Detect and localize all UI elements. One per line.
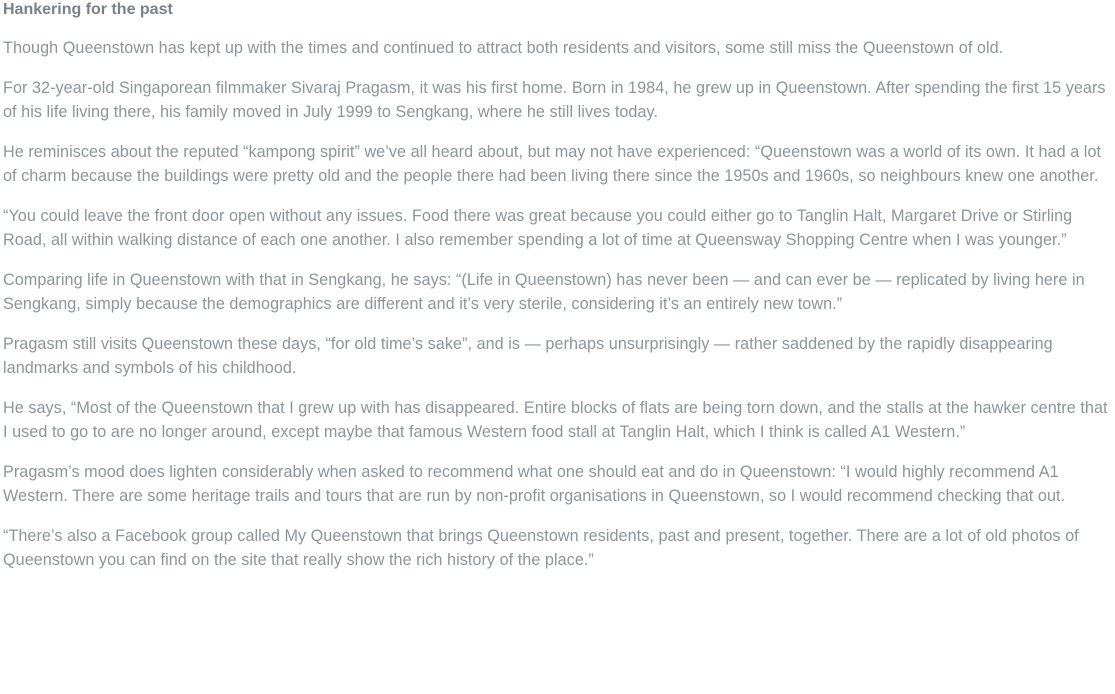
paragraph-6: Pragasm still visits Queenstown these days, “for old time’s sake”, and is — perhaps unsurprisingly — rather saddened by the rapidly disappearing landmarks and symbols of his childhood.: [3, 335, 1053, 377]
paragraph-9: “There’s also a Facebook group called My Queenstown that brings Queenstown residents, past and present, together. There are a lot of old photos of Queenstown you can find on the site that really show the rich history of the place.”: [3, 527, 1079, 569]
paragraph-7: He says, “Most of the Queenstown that I grew up with has disappeared. Entire blocks of flats are being torn down, and the stalls at the hawker centre that I used to go to are no longer around, except maybe that famous Western food stall at Tanglin Halt, which I think is called A1 Western.”: [3, 399, 1108, 441]
paragraph-1: Though Queenstown has kept up with the times and continued to attract both residents and visitors, some still miss the Queenstown of old.: [3, 39, 1004, 57]
paragraph-2: For 32-year-old Singaporean filmmaker Sivaraj Pragasm, it was his first home. Born in 1984, he grew up in Queenstown. After spending the first 15 years of his life living there, his family moved in July 1999 to Sengkang, where he still lives today.: [3, 79, 1106, 121]
paragraph-4: “You could leave the front door open without any issues. Food there was great because you could either go to Tanglin Halt, Margaret Drive or Stirling Road, all within walking distance of each one another. I also remember spending a lot of time at Queensway Shopping Centre when I was younger.”: [3, 207, 1073, 249]
section-heading: Hankering for the past: [3, 1, 173, 18]
paragraph-8: Pragasm’s mood does lighten considerably when asked to recommend what one should eat and do in Queenstown: “I would highly recommend A1 Western. There are some heritage trails and tours that are run by non-profit organisations in Queenstown, so I would recommend checking that out.: [3, 463, 1066, 505]
paragraph-5: Comparing life in Queenstown with that in Sengkang, he says: “(Life in Queenstown) has never been — and can ever be — replicated by living here in Sengkang, simply because the demographics are different and it’s very sterile, considering it’s an entirely new town.”: [3, 271, 1085, 313]
paragraph-3: He reminisces about the reputed “kampong spirit” we’ve all heard about, but may not have experienced: “Queenstown was a world of its own. It had a lot of charm because the buildings were pretty old and the people there had been living there since the 1950s and 1960s, so neighbours knew one another.: [3, 143, 1102, 185]
